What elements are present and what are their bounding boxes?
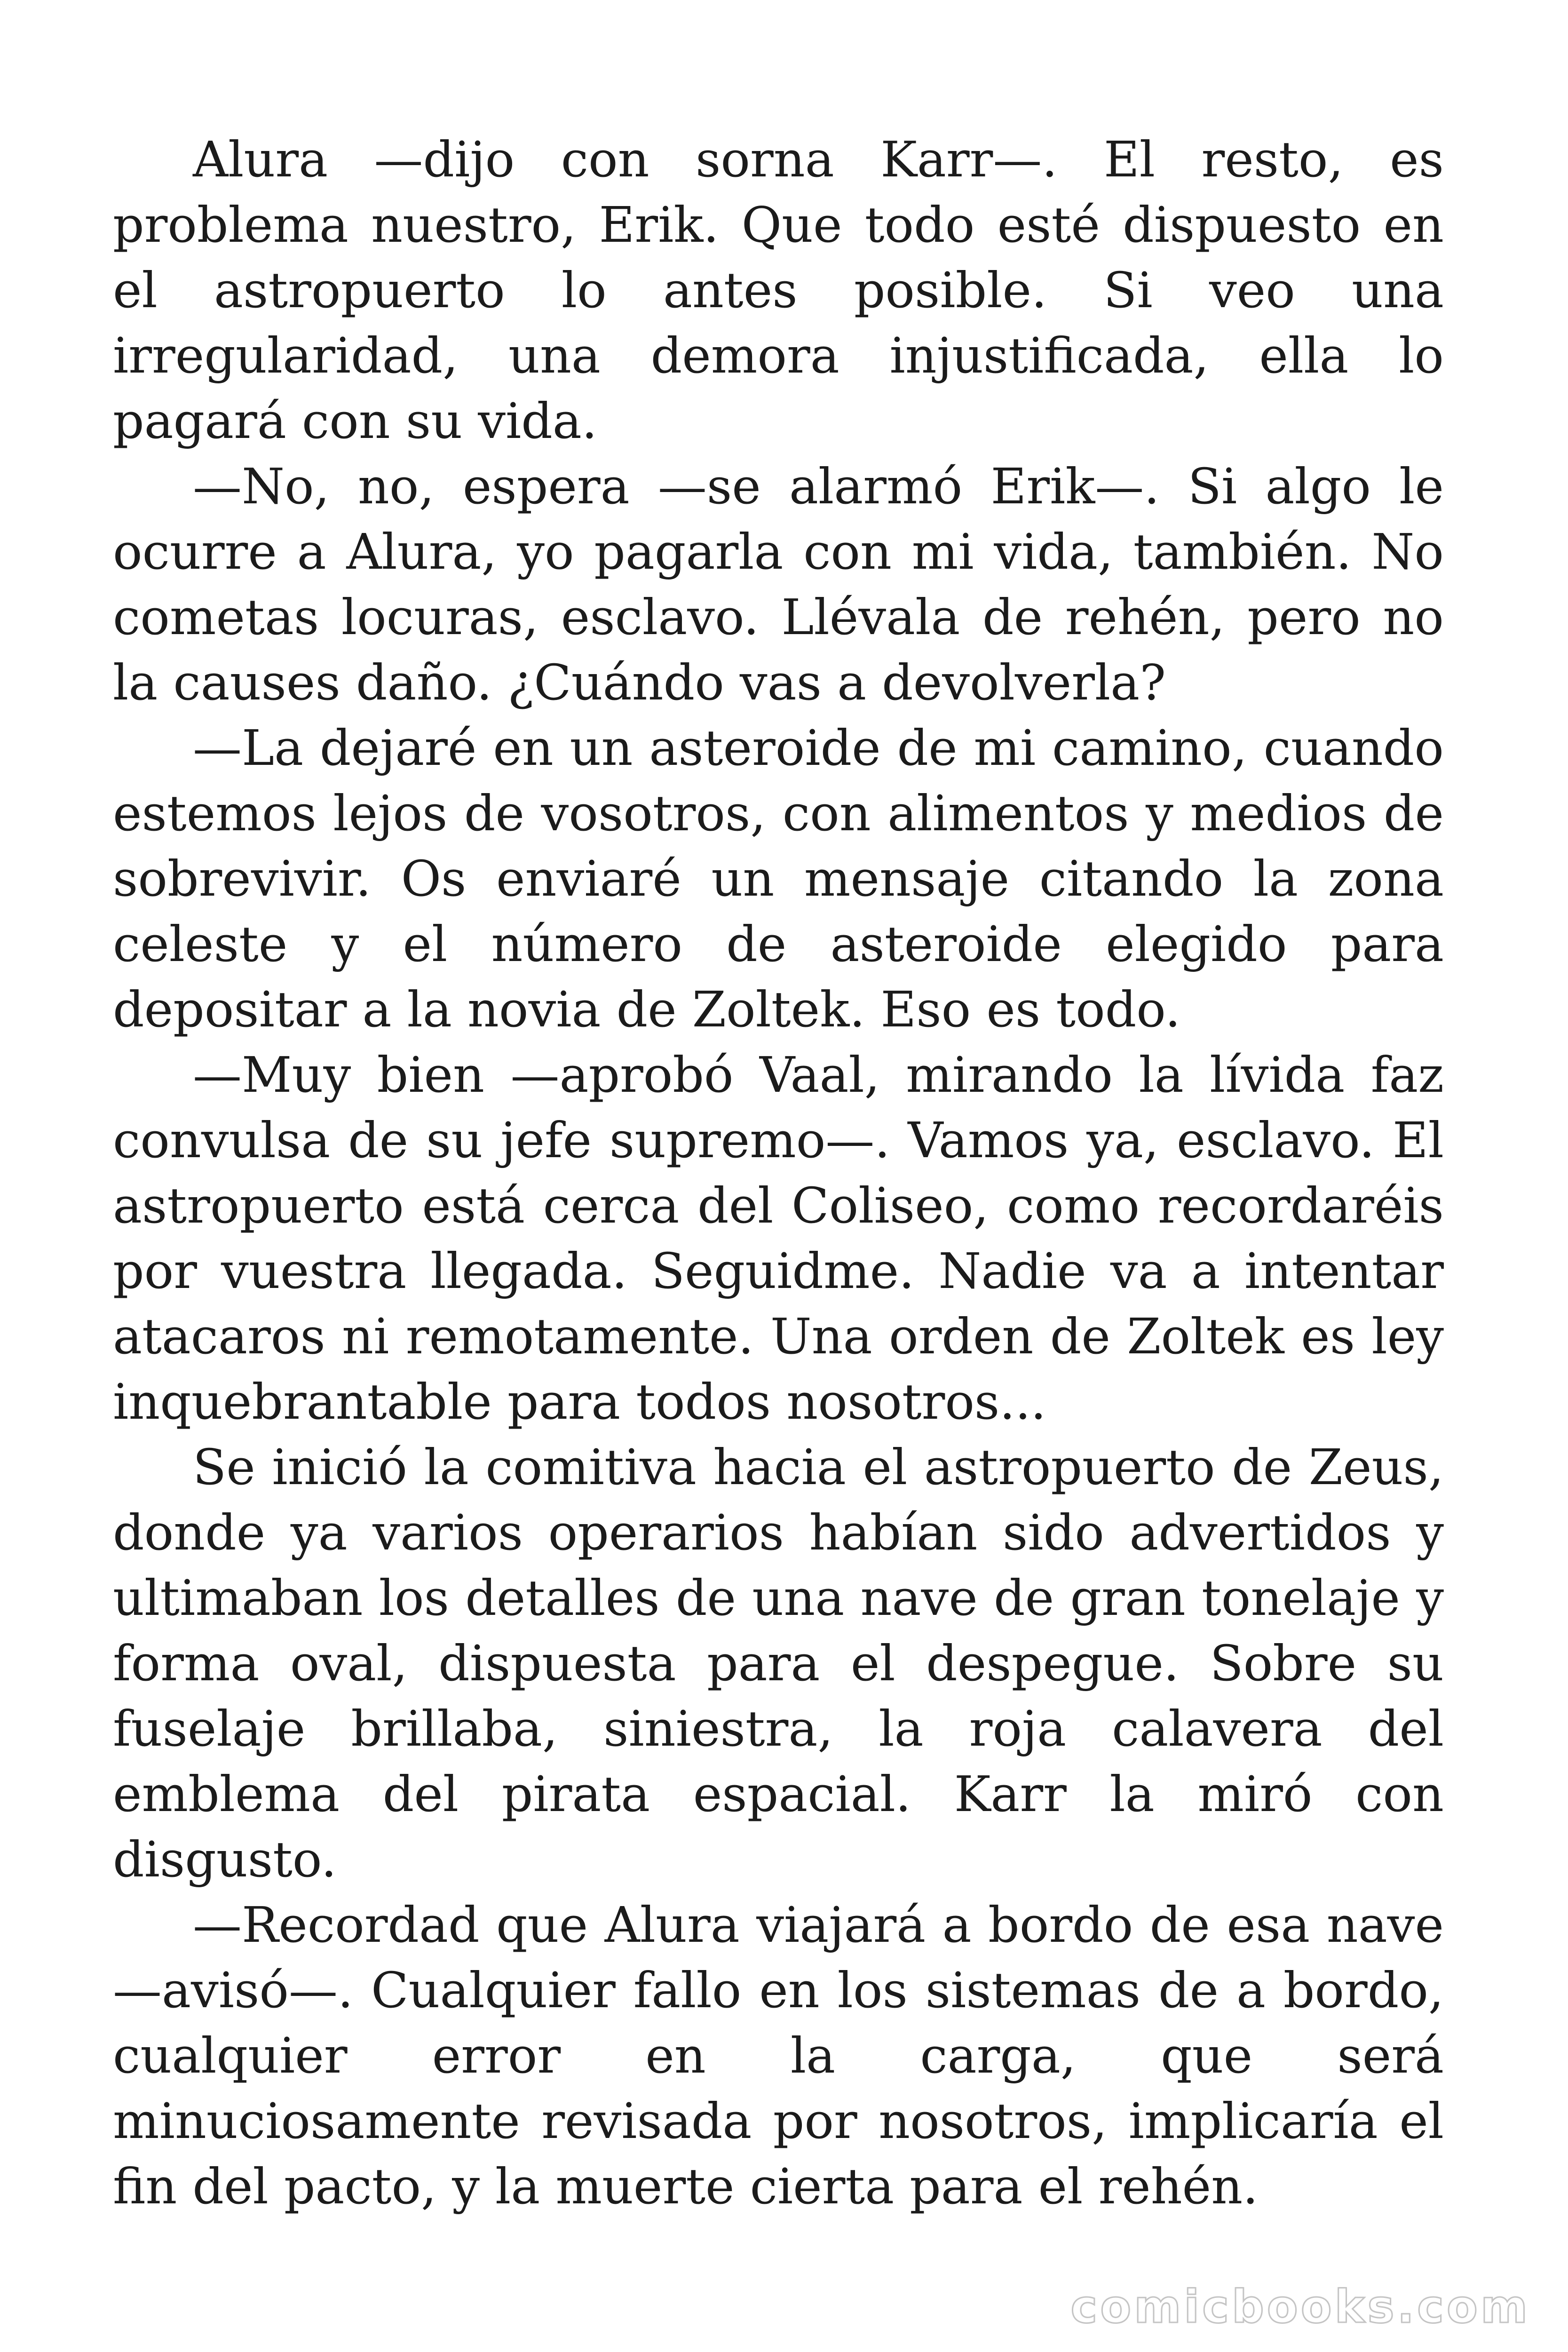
watermark: comicbooks.com — [1070, 2280, 1530, 2333]
paragraph: —Muy bien —aprobó Vaal, mirando la lívida faz convulsa de su jefe supremo—. Vamos ya, esclavo. El astropuerto está cerca del Coliseo, como recordaréis por vuestra llegada. Seguidme. Nadie va a intentar atacaros ni remotamente. Una orden de Zoltek es ley inquebrantable para todos nosotros... — [113, 1046, 1444, 1430]
paragraph: Se inició la comitiva hacia el astropuerto de Zeus, donde ya varios operarios habían sido advertidos y ultimaban los detalles de una nave de gran tonelaje y forma oval, dispuesta para el despegue. Sobre su fuselaje brillaba, siniestra, la roja calavera del emblema del pirata espacial. Karr la miró con disgusto. — [113, 1438, 1444, 1888]
paragraph: —La dejaré en un asteroide de mi camino, cuando estemos lejos de vosotros, con alimentos y medios de sobrevivir. Os enviaré un mensaje citando la zona celeste y el número de asteroide elegido para depositar a la novia de Zoltek. Eso es todo. — [113, 719, 1444, 1038]
paragraph: —No, no, espera —se alarmó Erik—. Si algo le ocurre a Alura, yo pagarla con mi vida, también. No cometas locuras, esclavo. Llévala de rehén, pero no la causes daño. ¿Cuándo vas a devolverla? — [113, 458, 1444, 711]
paragraph: —Recordad que Alura viajará a bordo de esa nave —avisó—. Cualquier fallo en los sistemas de a bordo, cualquier error en la carga, que será minuciosamente revisada por nosotros, implicaría el fin del pacto, y la muerte cierta para el rehén. — [113, 1896, 1444, 2215]
paragraph: Alura —dijo con sorna Karr—. El resto, es problema nuestro, Erik. Que todo esté dispuesto en el astropuerto lo antes posible. Si veo una irregularidad, una demora injustificada, ella lo pagará con su vida. — [113, 131, 1444, 450]
body-text — [113, 127, 1444, 2219]
